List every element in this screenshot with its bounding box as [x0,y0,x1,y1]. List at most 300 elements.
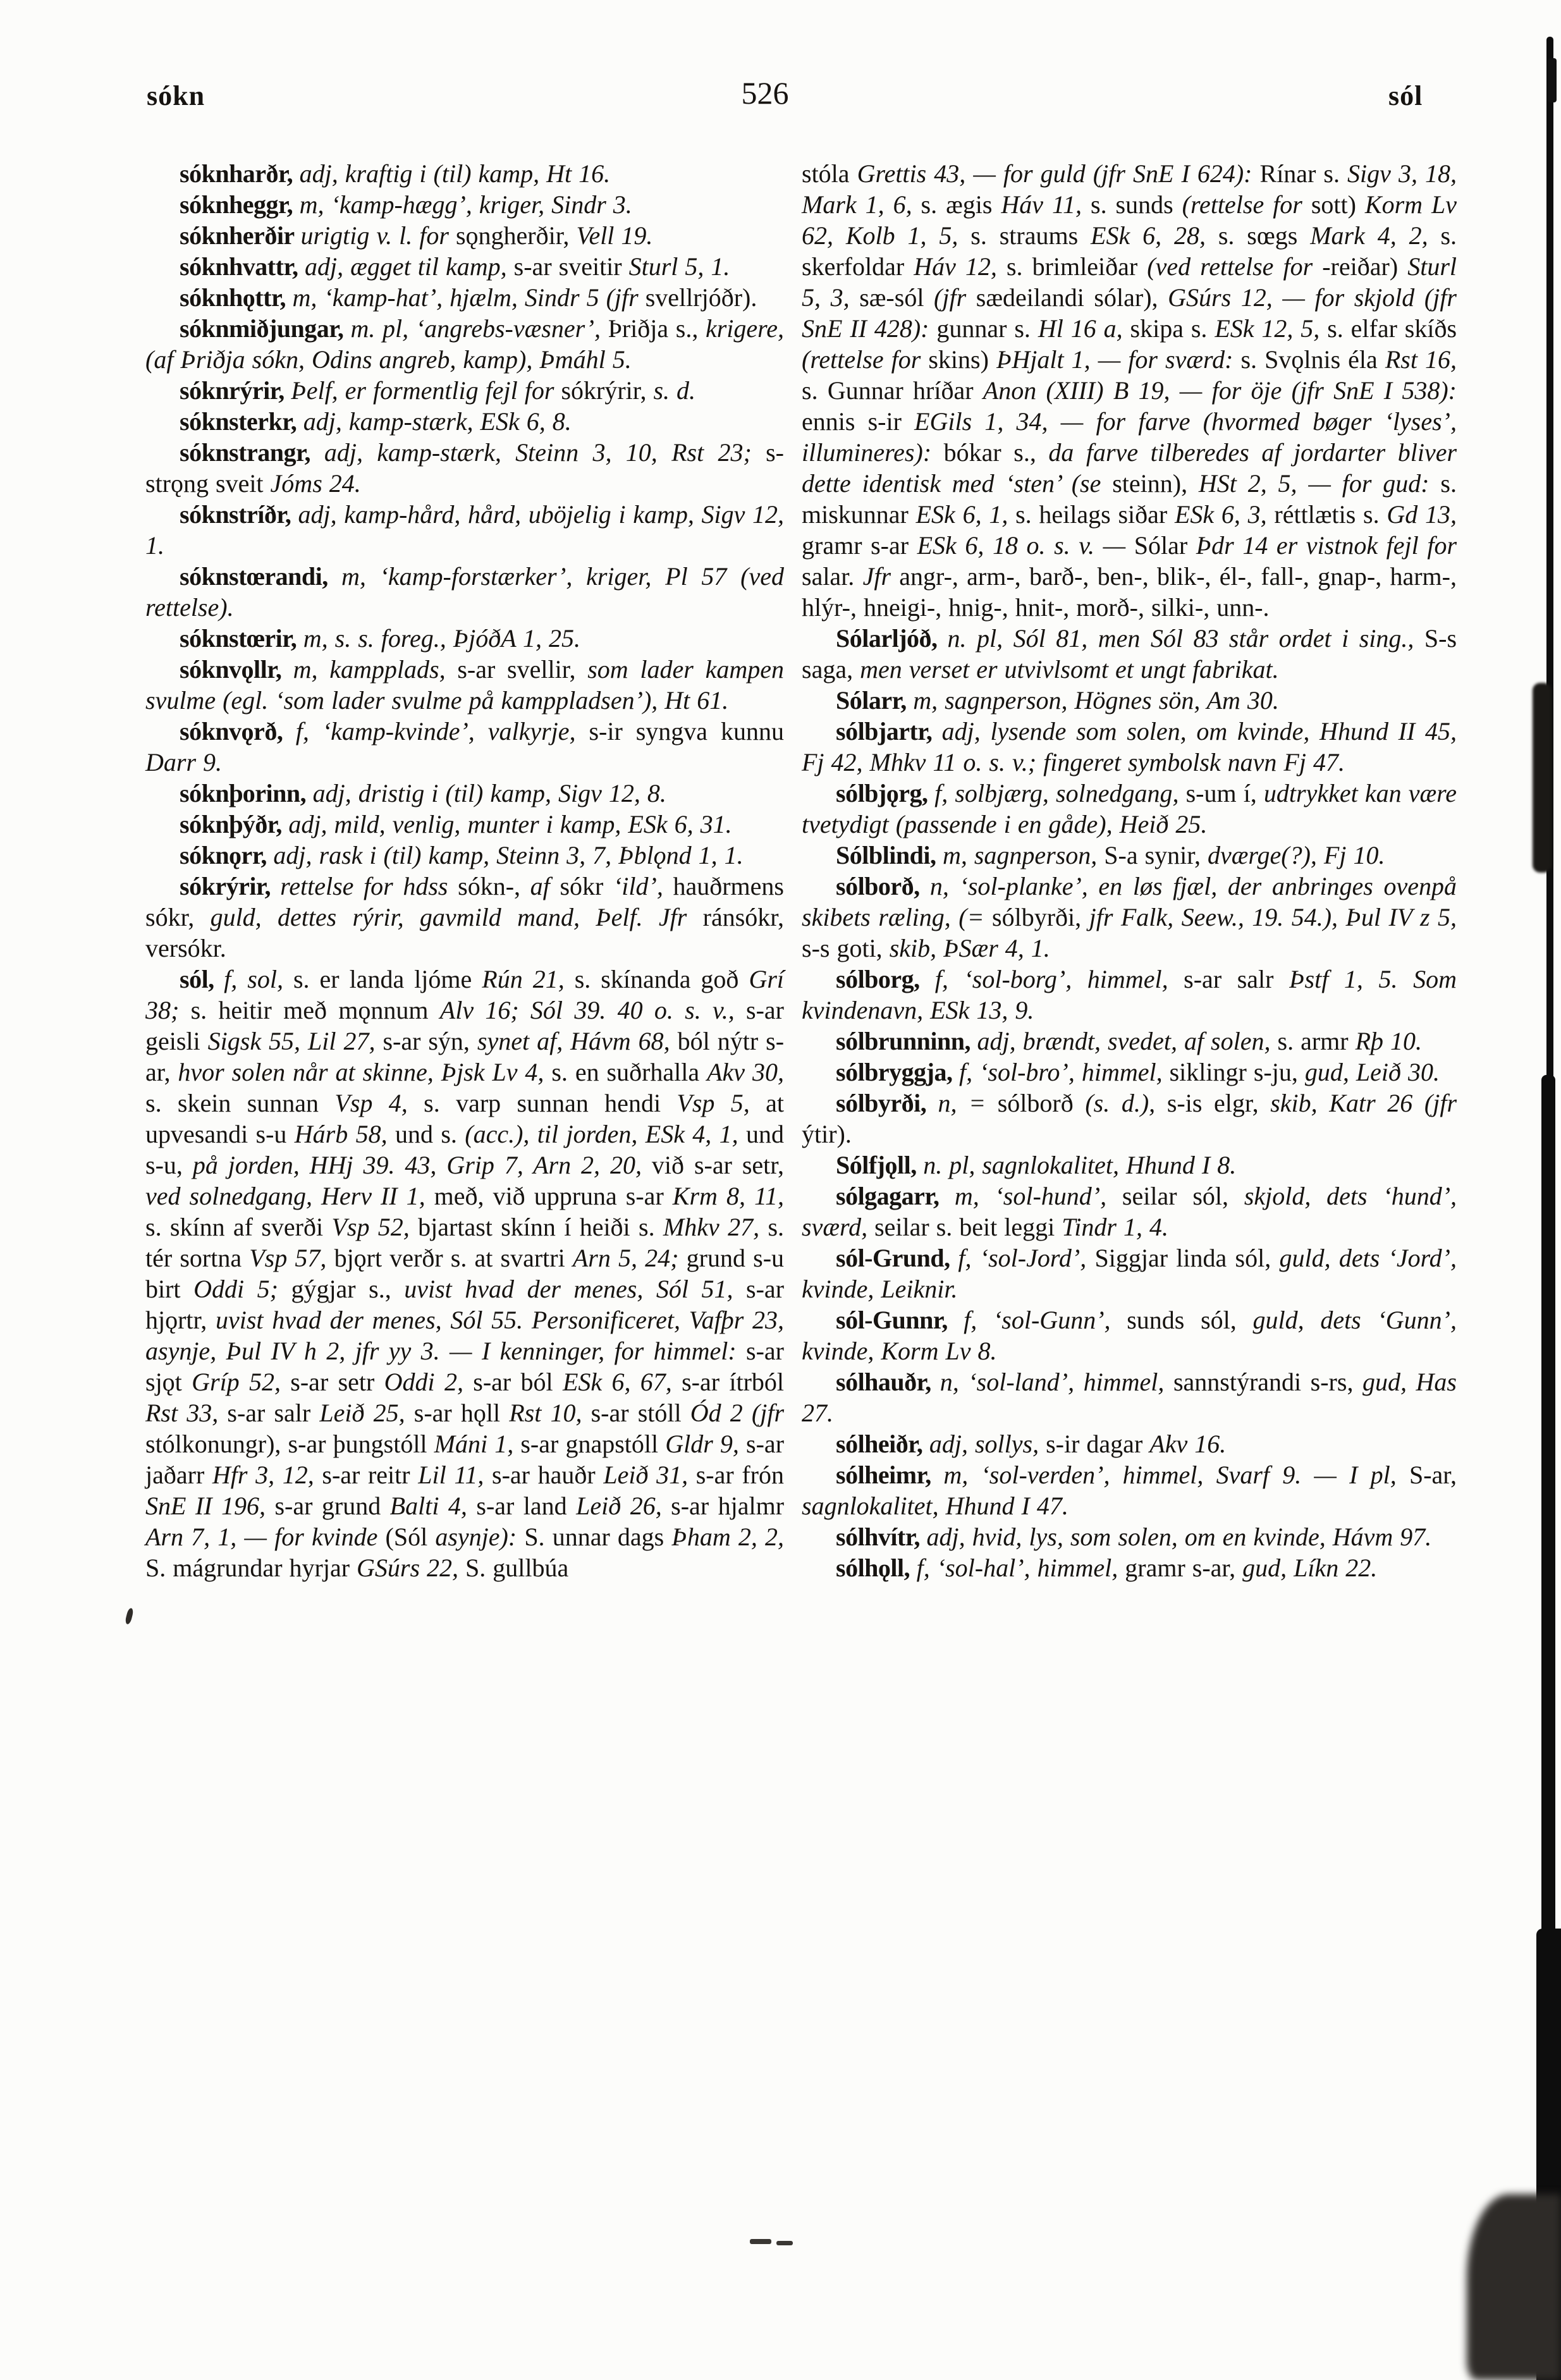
text-segment: n, ‘sol-land’, himmel, [940,1368,1173,1396]
text-segment: s. brimleiðar [1006,252,1148,281]
text-segment: (rettelse for [1182,190,1311,219]
text-segment: Arn 5, 24; [572,1244,687,1272]
text-segment: S-a synir, [1104,841,1208,869]
header-keyword-left: sókn [147,80,205,111]
headword: sóknþorinn, [180,779,313,807]
dictionary-entry [145,189,784,220]
headword: sólhauðr, [836,1368,940,1396]
dictionary-entry [145,158,784,189]
text-segment: (Sól [385,1523,436,1551]
headword: Sólfjǫll, [836,1151,924,1179]
text-segment: s. sunds [1091,190,1182,219]
text-segment: Tindr 1, 4. [1062,1213,1168,1241]
dictionary-entry [802,778,1457,840]
text-segment: ránsókr, versókr. [145,903,784,962]
text-segment: m, sagnperson, Högnes sön, Am 30. [913,686,1279,715]
headword: sóknǫrr, [180,841,274,869]
text-segment: guld, dets ‘Gunn’, kvinde, Korm Lv 8. [802,1306,1457,1365]
headword: sóknvǫllr, [180,655,293,684]
scan-footer-mark [776,2241,793,2245]
text-segment: S. unnar dags [524,1523,672,1551]
text-segment: adj, kraftig i (til) kamp, Ht 16. [299,159,611,188]
text-segment: s. armr [1277,1027,1356,1055]
headword: sólheiðr, [836,1430,929,1458]
text-segment: stólkonungr), s-ar þungstóll [145,1430,434,1458]
text-segment: sǫngherðir, [455,221,577,250]
text-segment: gud, Has 27. [802,1368,1457,1427]
text-segment: sæ-sól [859,283,934,312]
text-segment: ennis s-ir [802,407,915,436]
text-segment: s. tér sortna [145,1213,785,1272]
headword: sóknrýrir, [180,376,291,405]
text-segment: at upvesandi s-u [145,1089,785,1148]
text-segment: ESk 6, 28, [1091,221,1218,250]
dictionary-entry [145,871,784,964]
text-segment: jfr Falk, Seew., 19. 54.), Þul IV z 5, [1089,903,1457,931]
text-segment: på jorden, HHj 39. 43, Grip 7, Arn 2, 20, [192,1151,652,1179]
text-segment: Háv 11, [1001,190,1091,219]
text-segment: salar. [802,562,863,591]
text-segment: dværge(?), Fj 10. [1208,841,1385,869]
dictionary-entry [145,778,784,809]
dictionary-entry [802,1552,1457,1583]
dictionary-entry [802,964,1457,1026]
text-segment: sókr [560,872,613,900]
headword: Sólarljóð, [836,624,948,653]
headword: Sólblindi, [836,841,943,869]
text-segment: Vsp 4, [334,1089,424,1117]
text-segment: s-um í, [1185,779,1264,807]
text-segment: steinn), [1112,469,1199,498]
scan-edge-artifact [1548,58,1557,102]
text-segment: m, sagnperson, [942,841,1105,869]
text-segment: með, við uppruna s-ar [434,1182,673,1210]
text-segment: m, ‘sol-hund’, [954,1182,1122,1210]
text-segment: Korm Lv 62, Kolb 1, 5, [802,190,1457,250]
text-segment: Gldr 9, [665,1430,747,1458]
headword: sókrýrir, [180,872,281,900]
dictionary-entry [145,840,784,871]
headword: sóknstríðr, [180,500,298,529]
text-segment: f, ‘sol-Gunn’, [964,1306,1127,1334]
text-segment: Þham 2, 2, [671,1523,785,1551]
text-segment: ESk 6, 18 o. s. v. — [917,531,1134,560]
text-segment: GSúrs 12, — for skjold (jfr SnE II 428): [802,283,1457,343]
headword: sólbjǫrg, [836,779,935,807]
text-segment: Gd 13, [1387,500,1457,529]
text-segment: Balti 4, [389,1492,477,1520]
text-segment: s. en suðrhalla [551,1058,707,1086]
text-segment: und s-u, [145,1120,785,1179]
headword: sól-Gunnr, [836,1306,964,1334]
text-segment: S. gullbúa [465,1554,569,1582]
text-segment: adj, rask i (til) kamp, Steinn 3, 7, Þblǫnd 1, 1. [273,841,744,869]
headword: sólhvítr, [836,1523,927,1551]
text-segment: skib, ÞSær 4, 1. [889,934,1050,962]
text-segment: við s-ar setr, [651,1151,784,1179]
text-segment: Leið 25, [319,1399,414,1427]
text-segment: ból nýtr s-ar, [145,1027,785,1086]
text-segment: adj, brændt, svedet, af solen, [977,1027,1278,1055]
text-segment: Sigv 3, 18, Mark 1, 6, [802,159,1457,219]
text-segment: adj, kamp-stærk, Steinn 3, 10, Rst 23; [324,438,766,467]
text-segment: f, ‘sol-hal’, himmel, [916,1554,1125,1582]
dictionary-entry [145,282,784,313]
text-segment: Akv 16. [1149,1430,1227,1458]
text-segment: Grettis 43, — for guld (jfr SnE I 624): [857,159,1260,188]
text-segment: s-ar land [476,1492,577,1520]
dictionary-entry [145,313,784,375]
text-segment: s. heitir með mǫnnum [190,996,440,1024]
right-column [802,158,1457,1583]
text-segment: s. elfar skíðs [1327,314,1457,343]
left-column [145,158,784,1583]
text-segment: n, ‘sol-planke’, en løs fjæl, der anbringes ovenpå skibets ræling, (= [802,872,1457,931]
text-segment: ESk 6, 3, [1174,500,1275,529]
scan-corner-artifact [1467,2194,1561,2380]
text-segment: guld, dettes rýrir, gavmild mand, Þelf. Jfr [210,903,703,931]
headword: sóknþýðr, [180,810,289,838]
dictionary-entry [802,1304,1457,1366]
text-segment: sólborð [997,1089,1086,1117]
dictionary-entry [145,654,784,716]
text-segment: m, ‘kamp-forstærker’, kriger, Pl 57 (ved rettelse). [145,562,784,622]
dictionary-entry [802,1242,1457,1304]
text-segment: Darr 9. [145,748,223,776]
text-segment: Sólar [1134,531,1196,560]
text-segment: rettelse for hdss [280,872,458,900]
text-segment: s. Gunnar hríðar [802,376,983,405]
text-segment: Sturl 5, 3, [802,252,1457,312]
dictionary-entry [802,1521,1457,1552]
text-segment: svellrjóðr). [645,283,757,312]
text-segment: s-strǫng sveit [145,438,784,498]
text-segment: seilar s. beit leggi [874,1213,1062,1241]
text-segment: Mhkv 27, [663,1213,768,1241]
text-segment: Ód 2 (jfr [690,1399,785,1427]
text-segment: som lader kampen svulme (egl. ‘som lader svulme på kamppladsen’), Ht 61. [145,655,784,715]
text-segment: Gríp 52, [192,1368,291,1396]
dictionary-entry [145,716,784,778]
text-segment: skins) [928,345,996,374]
text-segment: Vsp 5, [676,1089,766,1117]
text-segment: s. skínn af sverði [145,1213,332,1241]
text-segment: bjǫrt verðr s. at svartri [334,1244,573,1272]
text-segment: m. pl, ‘angrebs-væsner’, [350,314,608,343]
text-segment: s-is elgr, [1166,1089,1271,1117]
text-segment: Rþ 10. [1355,1027,1423,1055]
text-segment: Lil 11, [418,1461,493,1489]
entry-continuation-paragraph [802,158,1457,623]
text-segment: s-ar reitr [322,1461,419,1489]
dictionary-entry [145,809,784,840]
scan-edge-artifact [1546,37,1553,1143]
dictionary-entry [802,1057,1457,1088]
text-segment: Akv 30, [707,1058,784,1086]
text-segment: Anon (XIII) B 19, — for öje (jfr SnE I 538): [983,376,1457,405]
text-segment: sókrýrir, [561,376,654,405]
text-segment: s. d. [653,376,696,405]
text-segment: adj, hvid, lys, som solen, om en kvinde, Hávm 97. [926,1523,1432,1551]
text-segment: s. heilags siðar [1015,500,1175,529]
dictionary-entry [802,840,1457,871]
text-segment: (rettelse for [802,345,929,374]
text-segment: s-ar hjalmr [671,1492,785,1520]
text-segment: Hárb 58, [294,1120,395,1148]
text-segment: f, ‘sol-borg’, himmel, [934,965,1184,993]
text-segment: EGils 1, 34, — for farve (hvormed bøger ‘lyses’, illumineres): [802,407,1457,467]
headword: sólbrunninn, [836,1027,977,1055]
text-segment: sókn-, [458,872,530,900]
text-segment: s-ar svellir, [457,655,588,684]
text-segment: ved solnedgang, Herv II 1, [145,1182,434,1210]
text-segment: adj, mild, venlig, munter i kamp, ESk 6, 31. [288,810,732,838]
text-segment: Hfr 3, 12, [212,1461,322,1489]
text-segment: guld, dets ‘Jord’, kvinde, Leiknir. [802,1244,1457,1303]
text-segment: s-ir syngva kunnu [589,717,785,745]
text-segment: sunds sól, [1127,1306,1253,1334]
text-segment: men verset er utvivlsomt et ungt fabrikat. [860,655,1279,684]
text-segment: Arn 7, 1, — for kvinde [145,1523,386,1551]
text-segment: da farve tilberedes af jordarter bliver dette identisk med ‘sten’ (se [802,438,1457,498]
text-segment: Vsp 52, [331,1213,419,1241]
text-segment: af [530,872,560,900]
text-segment: adj, dristig i (til) kamp, Sigv 12, 8. [312,779,666,807]
dictionary-entry [802,1026,1457,1057]
text-segment: Grí 38; [145,965,785,1024]
text-segment: s-ar hjǫrtr, [145,1275,785,1334]
text-segment: Þelf, er formentlig fejl for [291,376,561,405]
text-segment: skib, Katr 26 (jfr [1270,1089,1457,1117]
headword: sólbyrði, [836,1089,938,1117]
text-segment: ýtir). [802,1120,852,1148]
text-segment: s-ar grund [274,1492,390,1520]
headword: sólgagarr, [836,1182,955,1210]
text-segment: s-ar hǫll [413,1399,510,1427]
text-segment: s. miskunnar [802,469,1457,529]
text-segment: Háv 12, [914,252,1007,281]
text-segment: f, ‘sol-bro’, himmel, [959,1058,1170,1086]
text-segment: HSt 2, 5, — for gud: [1198,469,1441,498]
text-segment: Leið 31, [603,1461,696,1489]
text-segment: S-s saga, [802,624,1457,684]
text-segment: bókar s., [943,438,1049,467]
text-segment: skjold, dets ‘hund’, sværd, [802,1182,1457,1241]
scan-speck [125,1607,134,1624]
text-segment: f, ‘sol-Jord’, [958,1244,1095,1272]
text-segment: gramr s-ar [802,531,917,560]
text-segment: hvor solen når at skinne, Þjsk Lv 4, [178,1058,552,1086]
text-segment: Krm 8, 11, [672,1182,785,1210]
headword: sóknherðir [180,221,301,250]
text-segment: adj, kamp-stærk, ESk 6, 8. [303,407,572,436]
text-segment: Leið 26, [576,1492,671,1520]
text-segment: Alv 16; Sól 39. 40 o. s. v., [439,996,747,1024]
scan-edge-artifact [1533,683,1552,873]
headword: sólborð, [836,872,930,900]
text-segment: s. skerfoldar [802,221,1457,281]
text-segment: grund s-u birt [145,1244,785,1303]
text-segment: Sigsk 55, Lil 27, [207,1027,383,1055]
text-segment: gud, Líkn 22. [1242,1554,1378,1582]
text-segment: gud, Leið 30. [1304,1058,1440,1086]
text-segment: m, ‘kamp-hægg’, kriger, Sindr 3. [299,190,632,219]
text-segment: uvist hvad der menes, Sól 55. Personificeret, Vafþr 23, asynje, Þul IV h 2, jfr yy 3. — I kenninger, for himmel: [145,1306,785,1365]
text-segment: s. varp sunnan hendi [424,1089,677,1117]
text-segment: Þriðja s., [608,314,706,343]
dictionary-entry [802,1088,1457,1150]
text-segment: s. ægis [921,190,1001,219]
text-segment: angr-, arm-, barð-, ben-, blik-, él-, fall-, gnap-, harm-, hlýr-, hneigi-, hnig-, hnit-, morð-, silki-, unn-. [802,562,1457,622]
text-segment: krigere, (af Þriðja sókn, Odins angreb, kamp), Þmáhl 5. [145,314,784,374]
text-segment: n, = [938,1089,998,1117]
dictionary-entry [145,406,784,437]
text-segment: ESk 6, 67, [562,1368,682,1396]
text-segment: -reiðar) [1322,252,1408,281]
dictionary-entry [802,1150,1457,1181]
text-segment: s-ar salr [227,1399,320,1427]
text-segment: adj, kamp-hård, hård, uböjelig i kamp, Sigv 12, 1. [145,500,784,560]
scan-edge-artifact [1541,1075,1555,1960]
text-segment: Vell 19. [576,221,653,250]
text-segment: s. er landa ljóme [293,965,482,993]
text-segment: m, ‘kamp-hat’, hjælm, Sindr 5 (jfr [292,283,646,312]
text-segment: f, ‘kamp-kvinde’, valkyrje, [295,717,589,745]
text-segment: S. mágrundar hyrjar [145,1554,357,1582]
text-segment: (s. d.), [1085,1089,1167,1117]
text-segment: gramr s-ar, [1125,1554,1243,1582]
text-segment: f, solbjærg, solnedgang, [934,779,1186,807]
dictionary-entry [145,220,784,251]
headword: sóknstœrir, [180,624,303,653]
text-segment: ESk 12, 5, [1215,314,1328,343]
text-segment: Rínar s. [1259,159,1348,188]
text-segment: s-ar geisli [145,996,784,1055]
text-segment: s-ar ítrból [682,1368,785,1396]
dictionary-entry [802,716,1457,778]
text-segment: n. pl, sagnlokalitet, Hhund I 8. [923,1151,1237,1179]
headword: sólbjartr, [836,717,942,745]
headword: sóknstrangr, [180,438,324,467]
text-segment: ESk 6, 1, [915,500,1016,529]
text-segment: sólbyrði, [992,903,1089,931]
dictionary-entry [145,964,784,1583]
text-segment: Rún 21, [482,965,575,993]
headword: sóknharðr, [180,159,300,188]
dictionary-entry [802,1459,1457,1521]
text-segment: Jfr [862,562,900,591]
text-segment: Þstf 1, 5. Som kvindenavn, ESk 13, 9. [802,965,1457,1024]
dictionary-entry [145,561,784,623]
text-segment: und s. [395,1120,465,1148]
dictionary-entry [145,251,784,282]
text-segment: s-ir dagar [1046,1430,1150,1458]
text-segment: Þdr 14 er vistnok fejl for [1196,531,1457,560]
text-segment: Rst 10, [509,1399,591,1427]
text-segment: s-s goti, [802,934,890,962]
text-segment: gýgjar s., [291,1275,405,1303]
text-segment: sott) [1311,190,1365,219]
headword: sóknvǫrð, [180,717,296,745]
dictionary-entry [145,375,784,406]
text-segment: m, ‘sol-verden’, himmel, Svarf 9. — I pl, [943,1461,1409,1489]
text-segment: Rst 33, [145,1399,228,1427]
text-segment: s. Svǫlnis éla [1240,345,1385,374]
text-segment: s-ar setr [290,1368,384,1396]
text-segment: m, kampplads, [293,655,458,684]
text-segment: udtrykket kan være tvetydigt (passende i en gåde), Heið 25. [802,779,1457,838]
dictionary-entry [145,623,784,654]
scan-footer-mark [750,2239,771,2244]
dictionary-entry [802,623,1457,685]
text-segment: sagnlokalitet, Hhund I 47. [802,1492,1068,1520]
text-segment: s-ar sjǫt [145,1337,784,1396]
text-segment: s. straums [970,221,1091,250]
text-segment: s-ar frón [695,1461,784,1489]
headword: sólbryggja, [836,1058,959,1086]
text-segment: Máni 1, [434,1430,521,1458]
text-segment: S-ar, [1409,1461,1457,1489]
text-segment: (ved rettelse for [1147,252,1323,281]
text-segment: s-ar sveitir [513,252,629,281]
text-segment: skipa s. [1130,314,1215,343]
text-segment: f, sol, [224,965,293,993]
text-segment: s-ar jaðarr [145,1430,785,1489]
headword: sóknhǫttr, [180,283,293,312]
header-keyword-right: sól [1388,80,1423,111]
headword: sóknheggr, [180,190,300,219]
text-segment: urigtig v. l. for [300,221,456,250]
text-segment: bjartast skínn í heiði s. [418,1213,663,1241]
text-segment: Siggjar linda sól, [1094,1244,1280,1272]
text-segment: réttlætis s. [1274,500,1387,529]
dictionary-entry [802,1366,1457,1428]
text-segment: Hl 16 a, [1038,314,1130,343]
text-segment: ÞHjalt 1, — for sværd: [996,345,1241,374]
text-segment: sannstýrandi s-rs, [1173,1368,1362,1396]
text-segment: s-ar salr [1184,965,1290,993]
headword: Sólarr, [836,686,914,715]
dictionary-entry [802,685,1457,716]
text-segment: (jfr [934,283,976,312]
text-segment: sædeilandi sólar), [976,283,1168,312]
text-segment: synet af, Hávm 68, [477,1027,678,1055]
text-segment: adj, lysende som solen, om kvinde, Hhund II 45, Fj 42, Mhkv 11 o. s. v.; fingeret symbolsk navn Fj 47. [802,717,1457,776]
headword: sólhǫll, [836,1554,917,1582]
text-segment: m, s. s. foreg., ÞjóðA 1, 25. [303,624,581,653]
dictionary-entry [145,437,784,499]
text-segment: s-ar ból [473,1368,563,1396]
text-segment: adj, ægget til kamp, [305,252,514,281]
text-segment: ‘ild’, [613,872,673,900]
text-segment: asynje): [435,1523,525,1551]
headword: sóknhvattr, [180,252,305,281]
text-segment: Rst 16, [1385,345,1457,374]
text-segment: Vsp 57, [249,1244,334,1272]
headword: sóknsterkr, [180,407,303,436]
text-segment: Mark 4, 2, [1310,221,1441,250]
headword: sólborg, [836,965,935,993]
text-segment: adj, sollys, [929,1430,1046,1458]
headword: sól-Grund, [836,1244,958,1272]
headword: sóknstœrandi, [180,562,341,591]
text-segment: GSúrs 22, [357,1554,466,1582]
text-segment: (acc.), til jorden, ESk 4, 1, [465,1120,747,1148]
text-segment: seilar sól, [1122,1182,1244,1210]
text-segment: s. skein sunnan [145,1089,335,1117]
text-segment: hauðrmens sókr, [145,872,784,931]
headword: sólheimr, [836,1461,944,1489]
